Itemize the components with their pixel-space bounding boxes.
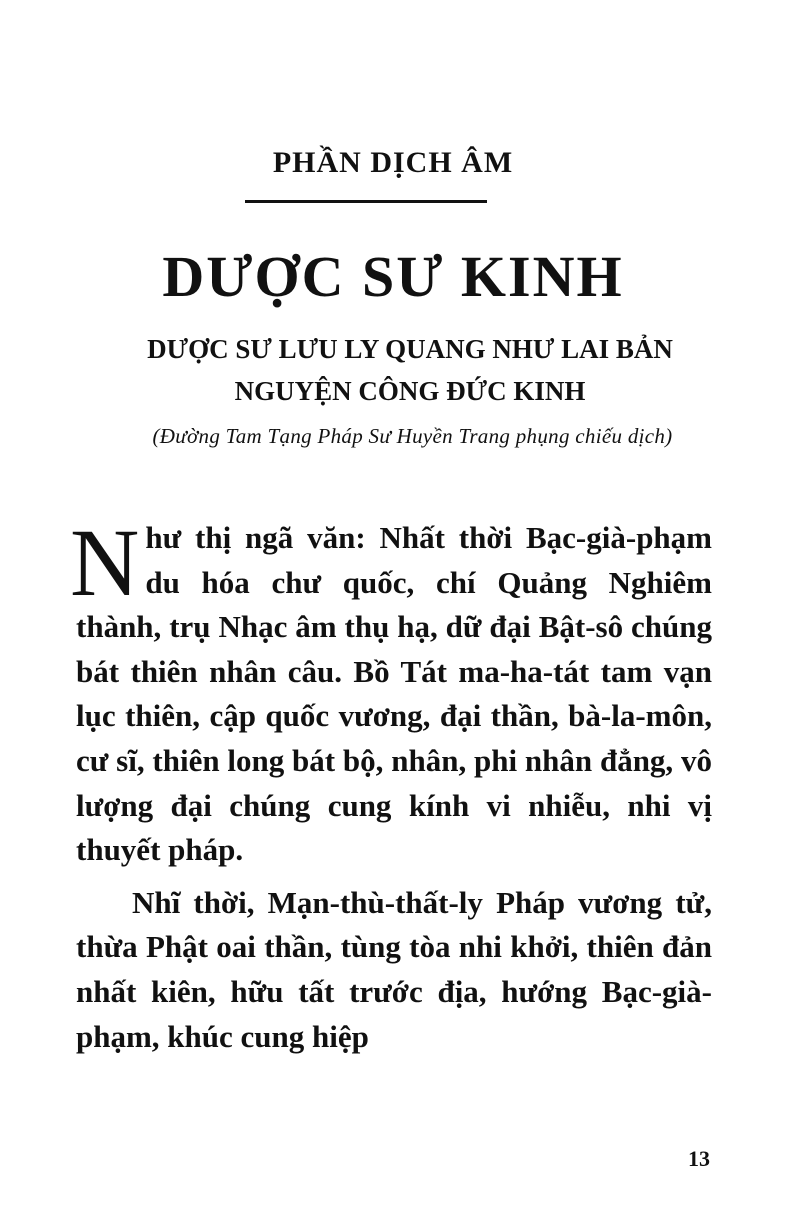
paragraph-1-text: hư thị ngã văn: Nhất thời Bạc-già-phạm du hóa chư quốc, chí Quảng Nghiêm thành, trụ Nhạc âm thụ hạ, dữ đại Bật-sô chúng bát thiên nhân câu. Bồ Tát ma-ha-tát tam vạn lục thiên, cập quốc vương, đại thần, bà-la-môn, cư sĩ, thiên long bát bộ, nhân, phi nhân đẳng, vô lượng đại chúng cung kính vi nhiễu, nhi vị thuyết pháp. — [76, 520, 712, 868]
subtitle-line-2: NGUYỆN CÔNG ĐỨC KINH — [234, 376, 586, 406]
subtitle — [110, 328, 710, 412]
drop-cap: N — [70, 509, 140, 616]
subtitle-line-1: DƯỢC SƯ LƯU LY QUANG NHƯ LAI BẢN — [147, 334, 673, 364]
page-title: DƯỢC SƯ KINH — [162, 244, 624, 309]
page-number: 13 — [688, 1146, 710, 1171]
body-text — [70, 509, 712, 1059]
paragraph-1 — [70, 509, 712, 873]
translator-note: (Đường Tam Tạng Pháp Sư Huyền Trang phụng chiếu dịch) — [152, 424, 673, 448]
section-label: PHẦN DỊCH ÂM — [272, 146, 514, 179]
paragraph-2: Nhĩ thời, Mạn-thù-thất-ly Pháp vương tử, thừa Phật oai thần, tùng tòa nhi khởi, thiên đản nhất kiên, hữu tất trước địa, hướng Bạc-già-phạm, khúc cung hiệp — [76, 884, 712, 1054]
title-divider — [245, 200, 487, 203]
